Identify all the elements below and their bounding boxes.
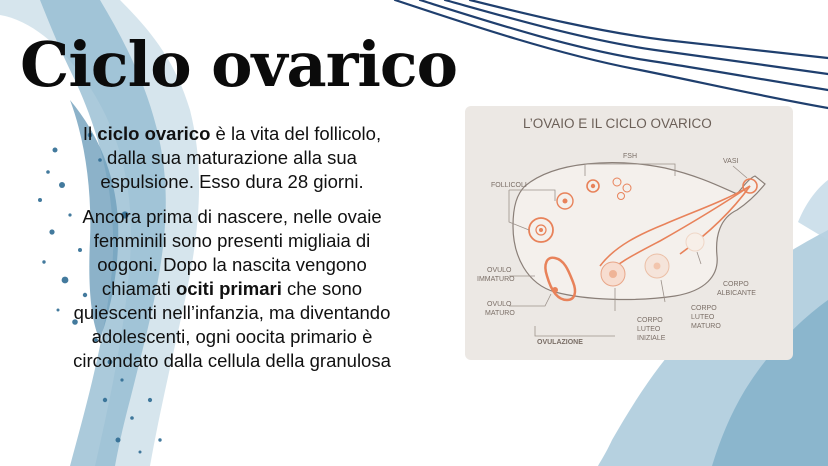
paragraph-oogenesis-post: che sono quiescenti nell’infanzia, ma diventando adolescenti, ogni oocita primario è circondato dalla cellula della granulosa bbox=[73, 278, 391, 371]
label-corpo-luteo-iniziale-2: LUTEO bbox=[637, 326, 661, 333]
label-corpo-luteo-maturo-2: LUTEO bbox=[691, 314, 715, 321]
ovary-diagram-svg bbox=[465, 106, 793, 360]
label-ovulo-maturo-2: MATURO bbox=[485, 310, 515, 317]
label-corpo-luteo-maturo-3: MATURO bbox=[691, 323, 721, 330]
diagram-title: L’OVAIO E IL CICLO OVARICO bbox=[523, 116, 712, 131]
label-corpo-albicante-1: CORPO bbox=[723, 281, 749, 288]
paragraph-intro-post: è la vita del follicolo, dalla sua maturazione alla sua espulsione. Esso dura 28 giorni. bbox=[100, 123, 382, 192]
label-corpo-luteo-maturo-1: CORPO bbox=[691, 305, 717, 312]
label-corpo-luteo-iniziale-3: INIZIALE bbox=[637, 335, 666, 342]
label-vasi: VASI bbox=[723, 158, 739, 165]
paragraph-intro-bold: ciclo ovarico bbox=[97, 123, 211, 144]
label-ovulazione: OVULAZIONE bbox=[537, 339, 583, 346]
label-ovulo-immaturo-1: OVULO bbox=[487, 267, 512, 274]
label-corpo-luteo-iniziale-1: CORPO bbox=[637, 317, 663, 324]
paragraph-intro bbox=[62, 122, 402, 194]
label-ovulo-immaturo-2: IMMATURO bbox=[477, 276, 515, 283]
body-text bbox=[62, 122, 402, 384]
paragraph-oogenesis bbox=[62, 205, 402, 373]
label-corpo-albicante-2: ALBICANTE bbox=[717, 290, 756, 297]
ovary-outline bbox=[513, 163, 765, 300]
paragraph-oogenesis-pre: Ancora prima di nascere, nelle ovaie femminili sono presenti migliaia di oogoni. Dopo la nascita vengono chiamati bbox=[82, 206, 382, 299]
paragraph-oogenesis-bold: ociti primari bbox=[175, 278, 282, 299]
paragraph-intro-pre: Il bbox=[82, 123, 98, 144]
label-fsh: FSH bbox=[623, 153, 637, 160]
slide-title: Ciclo ovarico bbox=[20, 28, 458, 101]
label-ovulo-maturo-1: OVULO bbox=[487, 301, 512, 308]
label-follicoli: FOLLICOLI bbox=[491, 182, 527, 189]
ovary-diagram bbox=[465, 106, 793, 360]
